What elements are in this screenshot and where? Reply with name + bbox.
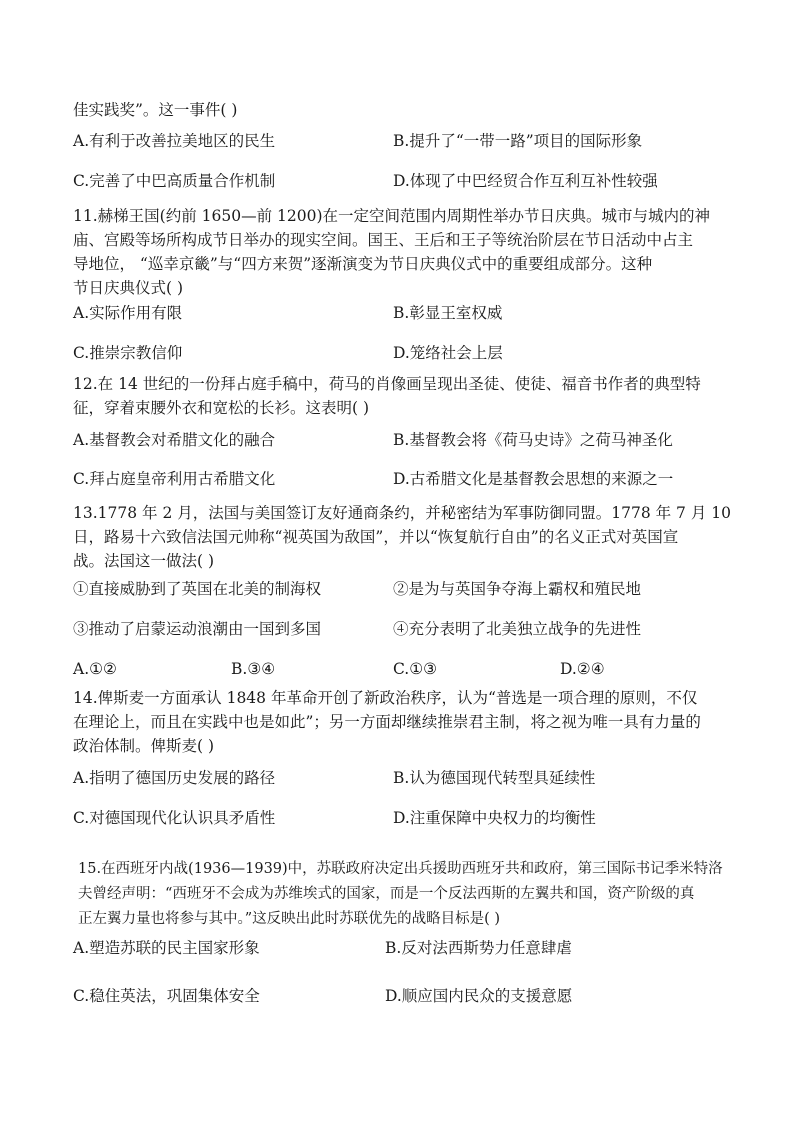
q13-statement-2: ②是为与英国争夺海上霸权和殖民地 bbox=[393, 580, 642, 598]
q13-statement-4: ④充分表明了北美独立战争的先进性 bbox=[393, 620, 642, 638]
q15-option-d: D.顺应国内民众的支援意愿 bbox=[385, 987, 573, 1005]
q15-stem-line-1: 15.在西班牙内战(1936—1939)中，苏联政府决定出兵援助西班牙共和政府，第三国际书记季米特洛 bbox=[78, 861, 723, 877]
q14-option-d: D.注重保障中央权力的均衡性 bbox=[393, 809, 596, 827]
q11-option-b: B.彰显王室权威 bbox=[393, 304, 503, 322]
q15-stem-line-3: 正左翼力量也将参与其中。”这反映出此时苏联优先的战略目标是( ) bbox=[78, 911, 501, 927]
q12-stem-line-1: 12.在 14 世纪的一份拜占庭手稿中，荷马的肖像画呈现出圣徒、使徒、福音书作者的典型特 bbox=[73, 375, 701, 393]
q10-option-a: A.有利于改善拉美地区的民生 bbox=[73, 132, 276, 150]
q10-stem-tail: 佳实践奖”。这一事件( ) bbox=[73, 101, 238, 119]
q12-option-a: A.基督教会对希腊文化的融合 bbox=[73, 431, 276, 449]
q13-statement-3: ③推动了启蒙运动浪潮由一国到多国 bbox=[73, 620, 322, 638]
q12-option-c: C.拜占庭皇帝利用古希腊文化 bbox=[73, 470, 276, 488]
q13-stem-line-1: 13.1778 年 2 月，法国与美国签订友好通商条约，并秘密结为军事防御同盟。1778 年 7 月 10 bbox=[73, 504, 731, 522]
q12-stem-line-2: 征，穿着束腰外衣和宽松的长衫。这表明( ) bbox=[73, 399, 370, 417]
q11-stem-line-3: 导地位， “巡幸京畿”与“四方来贺”逐渐演变为节日庆典仪式中的重要组成部分。这种 bbox=[73, 255, 653, 273]
q11-stem-line-1: 11.赫梯王国(约前 1650—前 1200)在一定空间范围内周期性举办节日庆典。城市与城内的神 bbox=[73, 207, 710, 225]
q13-option-d: D.②④ bbox=[560, 660, 605, 678]
q11-stem-line-2: 庙、宫殿等场所构成节日举办的现实空间。国王、王后和王子等统治阶层在节日活动中占主 bbox=[73, 231, 694, 249]
q11-stem-line-4: 节日庆典仪式( ) bbox=[73, 279, 184, 297]
q13-stem-line-3: 战。法国这一做法( ) bbox=[73, 552, 215, 570]
q10-option-b: B.提升了“一带一路”项目的国际形象 bbox=[393, 132, 643, 150]
q13-option-c: C.①③ bbox=[393, 660, 438, 678]
q14-option-c: C.对德国现代化认识具矛盾性 bbox=[73, 809, 276, 827]
q13-option-b: B.③④ bbox=[231, 660, 276, 678]
q12-option-b: B.基督教会将《荷马史诗》之荷马神圣化 bbox=[393, 431, 673, 449]
q11-option-c: C.推崇宗教信仰 bbox=[73, 344, 183, 362]
q14-stem-line-1: 14.俾斯麦一方面承认 1848 年革命开创了新政治秩序，认为“普选是一项合理的原则，不仅 bbox=[73, 689, 698, 707]
q15-stem-line-2: 夫曾经声明：“西班牙不会成为苏维埃式的国家，而是一个反法西斯的左翼共和国，资产阶级的真 bbox=[78, 886, 695, 902]
q14-option-a: A.指明了德国历史发展的路径 bbox=[73, 769, 276, 787]
q11-option-a: A.实际作用有限 bbox=[73, 304, 183, 322]
q12-option-d: D.古希腊文化是基督教会思想的来源之一 bbox=[393, 470, 674, 488]
q10-option-d: D.体现了中巴经贸合作互利互补性较强 bbox=[393, 172, 658, 190]
q15-option-c: C.稳住英法，巩固集体安全 bbox=[73, 987, 260, 1005]
q13-statement-1: ①直接威胁到了英国在北美的制海权 bbox=[73, 580, 322, 598]
q13-option-a: A.①② bbox=[73, 660, 117, 678]
q14-option-b: B.认为德国现代转型具延续性 bbox=[393, 769, 596, 787]
q14-stem-line-2: 在理论上，而且在实践中也是如此”；另一方面却继续推崇君主制，将之视为唯一具有力量的 bbox=[73, 713, 701, 731]
q13-stem-line-2: 日，路易十六致信法国元帅称“视英国为敌国”，并以“恢复航行自由”的名义正式对英国宣 bbox=[73, 528, 679, 546]
q15-option-b: B.反对法西斯势力任意肆虐 bbox=[385, 939, 572, 957]
q14-stem-line-3: 政治体制。俾斯麦( ) bbox=[73, 737, 215, 755]
q11-option-d: D.笼络社会上层 bbox=[393, 344, 503, 362]
q10-option-c: C.完善了中巴高质量合作机制 bbox=[73, 172, 276, 190]
q15-option-a: A.塑造苏联的民主国家形象 bbox=[73, 939, 260, 957]
